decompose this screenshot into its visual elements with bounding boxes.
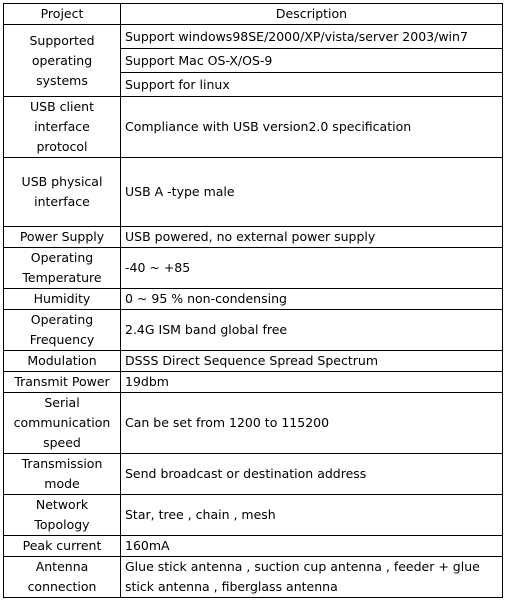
- header-description: Description: [121, 4, 503, 25]
- description-cell: Can be set from 1200 to 115200: [121, 393, 503, 454]
- table-row: [4, 495, 503, 536]
- project-cell: USB physical interface: [4, 158, 121, 227]
- table-row: [4, 227, 503, 248]
- project-cell: Network Topology: [4, 495, 121, 536]
- header-project: Project: [4, 4, 121, 25]
- table-row: [4, 536, 503, 557]
- description-cell: USB A -type male: [121, 158, 503, 227]
- project-cell: Humidity: [4, 289, 121, 310]
- description-cell: Support windows98SE/2000/XP/vista/server 2003/win7: [121, 25, 503, 49]
- spec-table: [3, 3, 503, 598]
- table-row: [4, 454, 503, 495]
- table-row: [4, 310, 503, 351]
- description-cell: -40 ~ +85: [121, 248, 503, 289]
- description-cell: Send broadcast or destination address: [121, 454, 503, 495]
- project-cell: Operating Temperature: [4, 248, 121, 289]
- project-cell: Antenna connection: [4, 557, 121, 598]
- table-row: [4, 393, 503, 454]
- table-row: [4, 158, 503, 227]
- description-cell: 2.4G ISM band global free: [121, 310, 503, 351]
- project-cell: Operating Frequency: [4, 310, 121, 351]
- description-cell: 160mA: [121, 536, 503, 557]
- description-cell: Support Mac OS-X/OS-9: [121, 49, 503, 73]
- description-cell: 0 ~ 95 % non-condensing: [121, 289, 503, 310]
- description-cell: Star, tree , chain , mesh: [121, 495, 503, 536]
- table-row: [4, 289, 503, 310]
- description-cell: Glue stick antenna , suction cup antenna , feeder + glue stick antenna , fiberglass antenna: [121, 557, 503, 598]
- description-cell: USB powered, no external power supply: [121, 227, 503, 248]
- description-cell: Compliance with USB version2.0 specification: [121, 97, 503, 158]
- project-cell: Peak current: [4, 536, 121, 557]
- table-row: [4, 351, 503, 372]
- description-cell: DSSS Direct Sequence Spread Spectrum: [121, 351, 503, 372]
- project-cell: Power Supply: [4, 227, 121, 248]
- description-cell: 19dbm: [121, 372, 503, 393]
- header-row: [4, 4, 503, 25]
- table-row: [4, 248, 503, 289]
- project-cell: Transmit Power: [4, 372, 121, 393]
- project-cell: Serial communication speed: [4, 393, 121, 454]
- table-row: [4, 557, 503, 598]
- project-cell: Supported operating systems: [4, 25, 121, 97]
- project-cell: Transmission mode: [4, 454, 121, 495]
- table-row: [4, 97, 503, 158]
- description-cell: Support for linux: [121, 73, 503, 97]
- project-cell: USB client interface protocol: [4, 97, 121, 158]
- table-row: [4, 25, 503, 49]
- project-cell: Modulation: [4, 351, 121, 372]
- table-row: [4, 372, 503, 393]
